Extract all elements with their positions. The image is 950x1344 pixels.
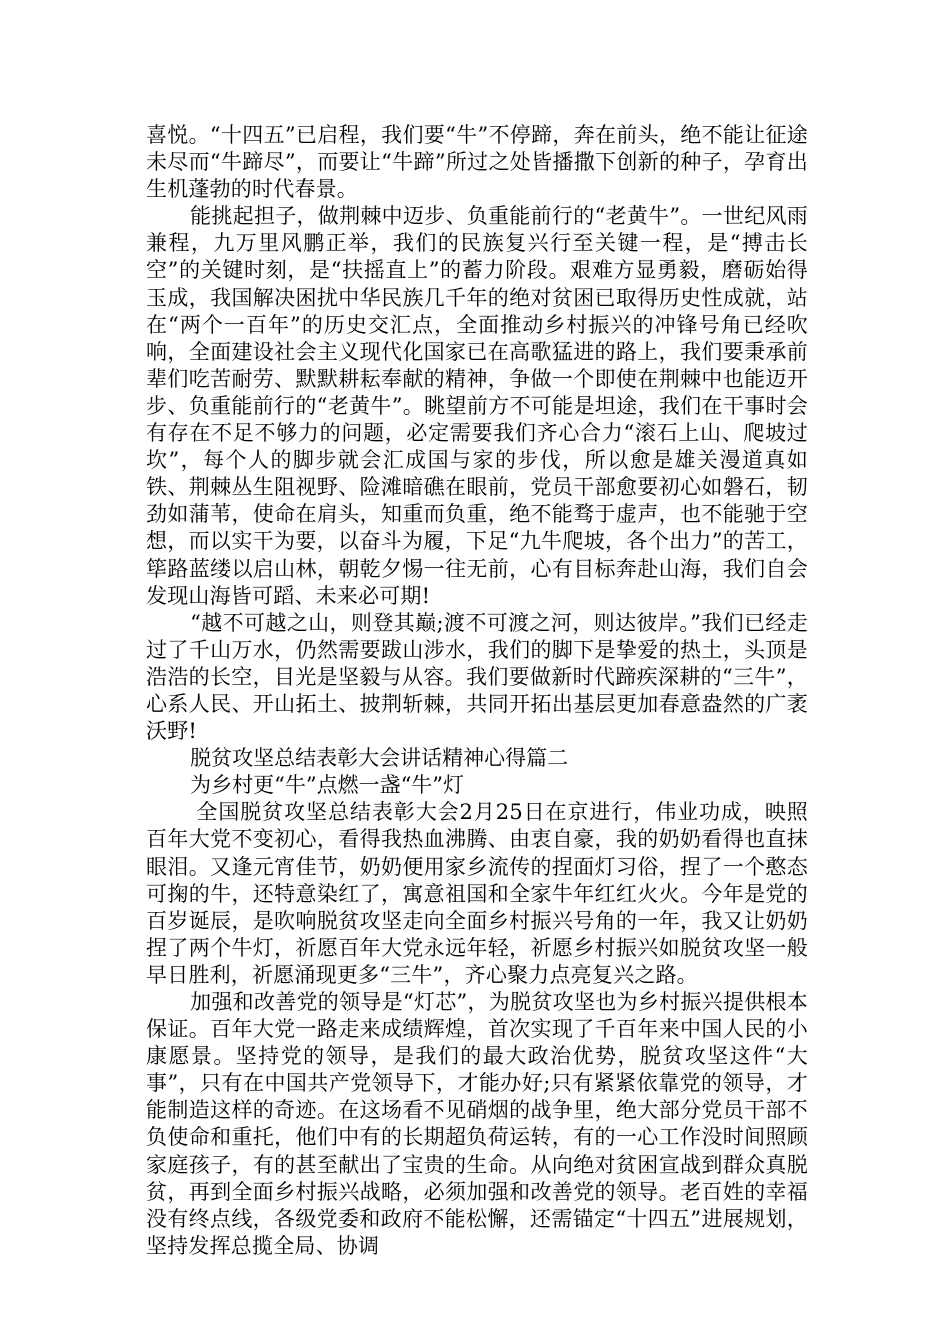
paragraph-1: 喜悦。“十四五”已启程，我们要“牛”不停蹄，奔在前头，绝不能让征途未尽而“牛蹄尽”，而要让“牛蹄”所过之处皆播撒下创新的种子，孕育出生机蓬勃的时代春景。 (146, 123, 808, 202)
paragraph-4: 全国脱贫攻坚总结表彰大会2月25日在京进行，伟业功成，映照百年大党不变初心，看得我热血沸腾、由衷自豪，我的奶奶看得也直抹眼泪。又逢元宵佳节，奶奶便用家乡流传的捏面灯习俗，捏了一个憨态可掬的牛，还特意染红了，寓意祖国和全家牛年红红火火。今年是党的百岁诞辰，是吹响脱贫攻坚走向全面乡村振兴号角的一年，我又让奶奶捏了两个牛灯，祈愿百年大党永远年轻，祈愿乡村振兴如脱贫攻坚一般早日胜利，祈愿涌现更多“三牛”，齐心聚力点亮复兴之路。 (146, 800, 808, 987)
section-subtitle: 为乡村更“牛”点燃一盏“牛”灯 (190, 773, 465, 798)
paragraph-3-quote: “越不可越之山，则登其巅;渡不可渡之河，则达彼岸。”我们已经走过了千山万水，仍然需要跋山涉水，我们的脚下是挚爱的热土，头顶是浩浩的长空，目光是坚毅与从容。我们要做新时代蹄疾深耕的“三牛”，心系人民、开山拓土、披荆斩棘，共同开拓出基层更加春意盎然的广袤沃野! (146, 610, 808, 744)
document-page (146, 122, 808, 1260)
paragraph-5: 加强和改善党的领导是“灯芯”，为脱贫攻坚也为乡村振兴提供根本保证。百年大党一路走来成绩辉煌，首次实现了千百年来中国人民的小康愿景。坚持党的领导，是我们的最大政治优势，脱贫攻坚这件“大事”，只有在中国共产党领导下，才能办好;只有紧紧依靠党的领导，才能制造这样的奇迹。在这场看不见硝烟的战争里，绝大部分党员干部不负使命和重托，他们中有的长期超负荷运转，有的一心工作没时间照顾家庭孩子，有的甚至献出了宝贵的生命。从向绝对贫困宣战到群众真脱贫，再到全面乡村振兴战略，必须加强和改善党的领导。老百姓的幸福没有终点线，各级党委和政府不能松懈，还需锚定“十四五”进展规划，坚持发挥总揽全局、协调 (146, 990, 808, 1258)
section-heading: 脱贫攻坚总结表彰大会讲话精神心得篇二 (190, 746, 569, 771)
paragraph-2: 能挑起担子，做荆棘中迈步、负重能前行的“老黄牛”。一世纪风雨兼程，九万里风鹏正举，我们的民族复兴行至关键一程，是“搏击长空”的关键时刻，是“扶摇直上”的蓄力阶段。艰难方显勇毅，磨砺始得玉成，我国解决困扰中华民族几千年的绝对贫困已取得历史性成就，站在“两个一百年”的历史交汇点，全面推动乡村振兴的冲锋号角已经吹响，全面建设社会主义现代化国家已在高歌猛进的路上，我们要秉承前辈们吃苦耐劳、默默耕耘奉献的精神，争做一个即使在荆棘中也能迈开步、负重能前行的“老黄牛”。眺望前方不可能是坦途，我们在干事时会有存在不足不够力的问题，必定需要我们齐心合力“滚石上山、爬坡过坎”，每个人的脚步就会汇成国与家的步伐，所以愈是雄关漫道真如铁、荆棘丛生阻视野、险滩暗礁在眼前，党员干部愈要初心如磐石，韧劲如蒲苇，使命在肩头，知重而负重，绝不能骛于虚声，也不能驰于空想，而以实干为要，以奋斗为履，下足“九牛爬坡，各个出力”的苦工，筚路蓝缕以启山林，朝乾夕惕一往无前，心有目标奔赴山海，我们自会发现山海皆可蹈、未来必可期! (146, 204, 808, 608)
